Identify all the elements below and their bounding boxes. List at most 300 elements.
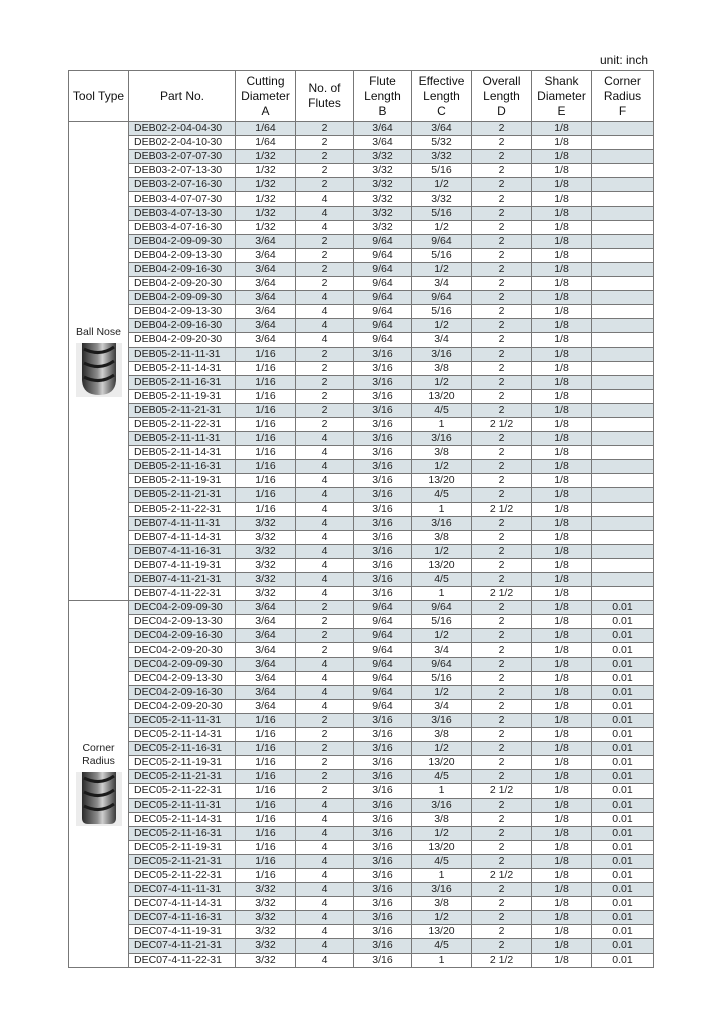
- effective-length-cell: 3/32: [412, 192, 472, 206]
- flutes-cell: 2: [296, 122, 354, 136]
- shank-diameter-cell: 1/8: [532, 474, 592, 488]
- flute-length-cell: 3/16: [354, 417, 412, 431]
- flute-length-cell: 3/16: [354, 502, 412, 516]
- effective-length-cell: 1: [412, 502, 472, 516]
- table-row: [69, 502, 654, 516]
- effective-length-cell: 3/4: [412, 699, 472, 713]
- table-row: [69, 403, 654, 417]
- table-row: [69, 685, 654, 699]
- overall-length-cell: 2: [472, 262, 532, 276]
- corner-radius-cell: [592, 262, 654, 276]
- part-no-cell: DEB02-2-04-10-30: [129, 136, 236, 150]
- table-row: [69, 826, 654, 840]
- overall-length-cell: 2: [472, 798, 532, 812]
- table-row: [69, 291, 654, 305]
- overall-length-cell: 2: [472, 728, 532, 742]
- effective-length-cell: 5/16: [412, 615, 472, 629]
- corner-radius-cell: [592, 234, 654, 248]
- flutes-cell: 4: [296, 812, 354, 826]
- cutting-diameter-cell: 3/64: [236, 643, 296, 657]
- part-no-cell: DEB04-2-09-09-30: [129, 234, 236, 248]
- flutes-cell: 2: [296, 347, 354, 361]
- table-row: [69, 164, 654, 178]
- unit-label: unit: inch: [599, 53, 648, 67]
- corner-radius-cell: 0.01: [592, 854, 654, 868]
- effective-length-cell: 3/16: [412, 516, 472, 530]
- flutes-cell: 4: [296, 220, 354, 234]
- flute-length-cell: 9/64: [354, 305, 412, 319]
- corner-radius-cell: [592, 516, 654, 530]
- part-no-cell: DEC07-4-11-22-31: [129, 953, 236, 967]
- effective-length-cell: 1/2: [412, 220, 472, 234]
- overall-length-cell: 2: [472, 446, 532, 460]
- overall-length-cell: 2 1/2: [472, 784, 532, 798]
- shank-diameter-cell: 1/8: [532, 573, 592, 587]
- cutting-diameter-cell: 3/64: [236, 657, 296, 671]
- table-row: [69, 150, 654, 164]
- overall-length-cell: 2: [472, 474, 532, 488]
- flutes-cell: 4: [296, 530, 354, 544]
- table-row: [69, 925, 654, 939]
- table-row: [69, 699, 654, 713]
- header-row: [69, 71, 654, 122]
- table-row: [69, 643, 654, 657]
- cutting-diameter-cell: 1/16: [236, 432, 296, 446]
- overall-length-cell: 2: [472, 403, 532, 417]
- effective-length-cell: 3/16: [412, 347, 472, 361]
- cutting-diameter-cell: 1/16: [236, 826, 296, 840]
- shank-diameter-cell: 1/8: [532, 699, 592, 713]
- shank-diameter-cell: 1/8: [532, 234, 592, 248]
- cutting-diameter-cell: 3/32: [236, 516, 296, 530]
- flute-length-cell: 3/16: [354, 911, 412, 925]
- part-no-cell: DEB05-2-11-11-31: [129, 432, 236, 446]
- overall-length-cell: 2: [472, 699, 532, 713]
- table-row: [69, 178, 654, 192]
- shank-diameter-cell: 1/8: [532, 122, 592, 136]
- corner-radius-cell: [592, 558, 654, 572]
- effective-length-cell: 1/2: [412, 826, 472, 840]
- shank-diameter-cell: 1/8: [532, 925, 592, 939]
- corner-radius-cell: [592, 333, 654, 347]
- cutting-diameter-cell: 3/64: [236, 305, 296, 319]
- shank-diameter-cell: 1/8: [532, 812, 592, 826]
- part-no-cell: DEB05-2-11-21-31: [129, 403, 236, 417]
- cutting-diameter-cell: 3/64: [236, 319, 296, 333]
- shank-diameter-cell: 1/8: [532, 319, 592, 333]
- corner-radius-cell: 0.01: [592, 615, 654, 629]
- table-row: [69, 389, 654, 403]
- part-no-cell: DEC07-4-11-16-31: [129, 911, 236, 925]
- shank-diameter-cell: 1/8: [532, 262, 592, 276]
- corner-radius-cell: [592, 122, 654, 136]
- effective-length-cell: 3/16: [412, 883, 472, 897]
- flute-length-cell: 3/16: [354, 432, 412, 446]
- flute-length-cell: 9/64: [354, 234, 412, 248]
- cutting-diameter-cell: 1/16: [236, 840, 296, 854]
- part-no-cell: DEC05-2-11-22-31: [129, 868, 236, 882]
- overall-length-cell: 2: [472, 911, 532, 925]
- cutting-diameter-cell: 1/32: [236, 220, 296, 234]
- corner-radius-cell: 0.01: [592, 953, 654, 967]
- overall-length-cell: 2: [472, 122, 532, 136]
- corner-radius-cell: 0.01: [592, 826, 654, 840]
- part-no-cell: DEC05-2-11-16-31: [129, 826, 236, 840]
- flutes-cell: 4: [296, 925, 354, 939]
- flutes-cell: 4: [296, 305, 354, 319]
- corner-radius-cell: 0.01: [592, 685, 654, 699]
- flute-length-cell: 3/16: [354, 756, 412, 770]
- table-row: [69, 713, 654, 727]
- shank-diameter-cell: 1/8: [532, 671, 592, 685]
- cutting-diameter-cell: 3/32: [236, 953, 296, 967]
- overall-length-cell: 2: [472, 544, 532, 558]
- cutting-diameter-cell: 1/32: [236, 178, 296, 192]
- overall-length-cell: 2: [472, 615, 532, 629]
- flute-length-cell: 3/32: [354, 206, 412, 220]
- flute-length-cell: 3/16: [354, 530, 412, 544]
- shank-diameter-cell: 1/8: [532, 854, 592, 868]
- corner-radius-cell: 0.01: [592, 770, 654, 784]
- flutes-cell: 4: [296, 206, 354, 220]
- table-row: [69, 897, 654, 911]
- effective-length-cell: 3/4: [412, 643, 472, 657]
- effective-length-cell: 1/2: [412, 685, 472, 699]
- flutes-cell: 2: [296, 713, 354, 727]
- effective-length-cell: 3/16: [412, 798, 472, 812]
- cutting-diameter-cell: 3/64: [236, 601, 296, 615]
- shank-diameter-cell: 1/8: [532, 868, 592, 882]
- corner-radius-cell: [592, 530, 654, 544]
- shank-diameter-cell: 1/8: [532, 643, 592, 657]
- corner-radius-cell: 0.01: [592, 728, 654, 742]
- table-row: [69, 432, 654, 446]
- header-effective-length: Effective Length C: [412, 71, 472, 122]
- flute-length-cell: 3/16: [354, 558, 412, 572]
- flute-length-cell: 3/16: [354, 460, 412, 474]
- cutting-diameter-cell: 1/16: [236, 798, 296, 812]
- flutes-cell: 4: [296, 432, 354, 446]
- overall-length-cell: 2: [472, 333, 532, 347]
- shank-diameter-cell: 1/8: [532, 277, 592, 291]
- overall-length-cell: 2: [472, 192, 532, 206]
- part-no-cell: DEB07-4-11-14-31: [129, 530, 236, 544]
- shank-diameter-cell: 1/8: [532, 347, 592, 361]
- flute-length-cell: 3/16: [354, 939, 412, 953]
- overall-length-cell: 2: [472, 291, 532, 305]
- shank-diameter-cell: 1/8: [532, 784, 592, 798]
- overall-length-cell: 2: [472, 601, 532, 615]
- effective-length-cell: 1/2: [412, 262, 472, 276]
- table-row: [69, 728, 654, 742]
- flute-length-cell: 3/16: [354, 854, 412, 868]
- overall-length-cell: 2: [472, 685, 532, 699]
- part-no-cell: DEB05-2-11-19-31: [129, 389, 236, 403]
- overall-length-cell: 2: [472, 488, 532, 502]
- flute-length-cell: 9/64: [354, 601, 412, 615]
- overall-length-cell: 2: [472, 150, 532, 164]
- flute-length-cell: 3/16: [354, 587, 412, 601]
- overall-length-cell: 2: [472, 840, 532, 854]
- cutting-diameter-cell: 1/32: [236, 206, 296, 220]
- effective-length-cell: 5/16: [412, 305, 472, 319]
- flute-length-cell: 3/64: [354, 136, 412, 150]
- table-row: [69, 347, 654, 361]
- overall-length-cell: 2: [472, 573, 532, 587]
- flutes-cell: 4: [296, 502, 354, 516]
- part-no-cell: DEC07-4-11-21-31: [129, 939, 236, 953]
- corner-radius-cell: [592, 178, 654, 192]
- corner-radius-cell: 0.01: [592, 925, 654, 939]
- corner-radius-cell: [592, 305, 654, 319]
- shank-diameter-cell: 1/8: [532, 826, 592, 840]
- flutes-cell: 2: [296, 136, 354, 150]
- part-no-cell: DEC04-2-09-13-30: [129, 615, 236, 629]
- flutes-cell: 4: [296, 657, 354, 671]
- table-row: [69, 530, 654, 544]
- shank-diameter-cell: 1/8: [532, 883, 592, 897]
- flute-length-cell: 3/16: [354, 883, 412, 897]
- shank-diameter-cell: 1/8: [532, 657, 592, 671]
- effective-length-cell: 9/64: [412, 234, 472, 248]
- effective-length-cell: 1: [412, 587, 472, 601]
- overall-length-cell: 2: [472, 742, 532, 756]
- cutting-diameter-cell: 1/16: [236, 488, 296, 502]
- flute-length-cell: 3/16: [354, 798, 412, 812]
- corner-radius-cell: 0.01: [592, 756, 654, 770]
- effective-length-cell: 13/20: [412, 558, 472, 572]
- shank-diameter-cell: 1/8: [532, 488, 592, 502]
- flute-length-cell: 9/64: [354, 615, 412, 629]
- cutting-diameter-cell: 3/32: [236, 558, 296, 572]
- overall-length-cell: 2: [472, 897, 532, 911]
- overall-length-cell: 2: [472, 136, 532, 150]
- shank-diameter-cell: 1/8: [532, 361, 592, 375]
- part-no-cell: DEB03-2-07-13-30: [129, 164, 236, 178]
- shank-diameter-cell: 1/8: [532, 713, 592, 727]
- part-no-cell: DEC05-2-11-19-31: [129, 756, 236, 770]
- overall-length-cell: 2: [472, 347, 532, 361]
- effective-length-cell: 3/8: [412, 897, 472, 911]
- table-row: [69, 812, 654, 826]
- part-no-cell: DEC05-2-11-14-31: [129, 812, 236, 826]
- corner-radius-cell: 0.01: [592, 601, 654, 615]
- cutting-diameter-cell: 3/64: [236, 234, 296, 248]
- flutes-cell: 4: [296, 826, 354, 840]
- overall-length-cell: 2: [472, 558, 532, 572]
- flutes-cell: 4: [296, 573, 354, 587]
- table-row: [69, 573, 654, 587]
- corner-radius-cell: 0.01: [592, 939, 654, 953]
- flutes-cell: 2: [296, 234, 354, 248]
- table-row: [69, 671, 654, 685]
- corner-radius-cell: 0.01: [592, 643, 654, 657]
- corner-radius-cell: 0.01: [592, 883, 654, 897]
- cutting-diameter-cell: 1/32: [236, 164, 296, 178]
- overall-length-cell: 2: [472, 361, 532, 375]
- flutes-cell: 4: [296, 587, 354, 601]
- header-flute-length: Flute Length B: [354, 71, 412, 122]
- shank-diameter-cell: 1/8: [532, 558, 592, 572]
- overall-length-cell: 2: [472, 629, 532, 643]
- table-row: [69, 206, 654, 220]
- flute-length-cell: 3/16: [354, 713, 412, 727]
- table-row: [69, 883, 654, 897]
- cutting-diameter-cell: 1/16: [236, 812, 296, 826]
- flute-length-cell: 3/16: [354, 925, 412, 939]
- table-row: [69, 868, 654, 882]
- shank-diameter-cell: 1/8: [532, 544, 592, 558]
- part-no-cell: DEC05-2-11-14-31: [129, 728, 236, 742]
- corner-radius-cell: [592, 277, 654, 291]
- flutes-cell: 4: [296, 333, 354, 347]
- flute-length-cell: 3/16: [354, 389, 412, 403]
- corner-radius-cell: [592, 164, 654, 178]
- spec-table-body: [69, 122, 654, 968]
- table-row: [69, 122, 654, 136]
- overall-length-cell: 2: [472, 713, 532, 727]
- effective-length-cell: 3/8: [412, 446, 472, 460]
- overall-length-cell: 2: [472, 939, 532, 953]
- effective-length-cell: 5/16: [412, 248, 472, 262]
- header-flutes: No. of Flutes: [296, 71, 354, 122]
- effective-length-cell: 3/32: [412, 150, 472, 164]
- ball-nose-end-mill-image: [76, 343, 122, 397]
- cutting-diameter-cell: 1/16: [236, 868, 296, 882]
- overall-length-cell: 2: [472, 234, 532, 248]
- flute-length-cell: 9/64: [354, 291, 412, 305]
- flutes-cell: 2: [296, 389, 354, 403]
- flute-length-cell: 3/16: [354, 573, 412, 587]
- part-no-cell: DEB05-2-11-19-31: [129, 474, 236, 488]
- cutting-diameter-cell: 1/16: [236, 770, 296, 784]
- overall-length-cell: 2: [472, 277, 532, 291]
- shank-diameter-cell: 1/8: [532, 305, 592, 319]
- overall-length-cell: 2: [472, 206, 532, 220]
- shank-diameter-cell: 1/8: [532, 178, 592, 192]
- effective-length-cell: 5/32: [412, 136, 472, 150]
- overall-length-cell: 2: [472, 178, 532, 192]
- part-no-cell: DEB05-2-11-14-31: [129, 361, 236, 375]
- tool-type-label: Radius: [82, 754, 115, 767]
- effective-length-cell: 1/2: [412, 629, 472, 643]
- corner-radius-cell: 0.01: [592, 629, 654, 643]
- cutting-diameter-cell: 1/16: [236, 854, 296, 868]
- flute-length-cell: 3/64: [354, 122, 412, 136]
- table-row: [69, 220, 654, 234]
- shank-diameter-cell: 1/8: [532, 756, 592, 770]
- table-row: [69, 192, 654, 206]
- cutting-diameter-cell: 3/64: [236, 671, 296, 685]
- table-row: [69, 305, 654, 319]
- corner-radius-cell: [592, 417, 654, 431]
- shank-diameter-cell: 1/8: [532, 192, 592, 206]
- corner-radius-cell: [592, 432, 654, 446]
- corner-radius-cell: [592, 361, 654, 375]
- flutes-cell: 4: [296, 685, 354, 699]
- overall-length-cell: 2: [472, 432, 532, 446]
- table-row: [69, 742, 654, 756]
- table-row: [69, 558, 654, 572]
- shank-diameter-cell: 1/8: [532, 840, 592, 854]
- table-row: [69, 234, 654, 248]
- effective-length-cell: 3/4: [412, 277, 472, 291]
- part-no-cell: DEB04-2-09-13-30: [129, 248, 236, 262]
- effective-length-cell: 1: [412, 784, 472, 798]
- overall-length-cell: 2: [472, 812, 532, 826]
- cutting-diameter-cell: 3/64: [236, 685, 296, 699]
- flute-length-cell: 3/16: [354, 403, 412, 417]
- corner-radius-cell: [592, 206, 654, 220]
- flutes-cell: 2: [296, 601, 354, 615]
- overall-length-cell: 2: [472, 389, 532, 403]
- part-no-cell: DEB05-2-11-21-31: [129, 488, 236, 502]
- flutes-cell: 4: [296, 699, 354, 713]
- table-row: [69, 798, 654, 812]
- flutes-cell: 2: [296, 150, 354, 164]
- table-row: [69, 333, 654, 347]
- shank-diameter-cell: 1/8: [532, 798, 592, 812]
- shank-diameter-cell: 1/8: [532, 530, 592, 544]
- shank-diameter-cell: 1/8: [532, 728, 592, 742]
- flutes-cell: 4: [296, 544, 354, 558]
- flute-length-cell: 3/16: [354, 375, 412, 389]
- overall-length-cell: 2 1/2: [472, 502, 532, 516]
- part-no-cell: DEC07-4-11-11-31: [129, 883, 236, 897]
- corner-radius-cell: [592, 573, 654, 587]
- part-no-cell: DEC05-2-11-19-31: [129, 840, 236, 854]
- table-row: [69, 615, 654, 629]
- shank-diameter-cell: 1/8: [532, 502, 592, 516]
- effective-length-cell: 3/64: [412, 122, 472, 136]
- flute-length-cell: 3/16: [354, 868, 412, 882]
- flutes-cell: 4: [296, 911, 354, 925]
- flutes-cell: 2: [296, 262, 354, 276]
- corner-radius-cell: [592, 150, 654, 164]
- flute-length-cell: 3/16: [354, 840, 412, 854]
- flute-length-cell: 3/16: [354, 474, 412, 488]
- shank-diameter-cell: 1/8: [532, 587, 592, 601]
- part-no-cell: DEB05-2-11-22-31: [129, 417, 236, 431]
- flute-length-cell: 3/32: [354, 220, 412, 234]
- effective-length-cell: 5/16: [412, 206, 472, 220]
- overall-length-cell: 2: [472, 671, 532, 685]
- flutes-cell: 4: [296, 446, 354, 460]
- flute-length-cell: 3/16: [354, 544, 412, 558]
- shank-diameter-cell: 1/8: [532, 460, 592, 474]
- cutting-diameter-cell: 1/16: [236, 417, 296, 431]
- flutes-cell: 4: [296, 883, 354, 897]
- effective-length-cell: 9/64: [412, 601, 472, 615]
- flutes-cell: 4: [296, 192, 354, 206]
- part-no-cell: DEC04-2-09-20-30: [129, 643, 236, 657]
- flute-length-cell: 9/64: [354, 333, 412, 347]
- flute-length-cell: 3/32: [354, 178, 412, 192]
- header-corner-radius: Corner Radius F: [592, 71, 654, 122]
- part-no-cell: DEB07-4-11-22-31: [129, 587, 236, 601]
- flute-length-cell: 3/16: [354, 742, 412, 756]
- overall-length-cell: 2: [472, 925, 532, 939]
- table-row: [69, 629, 654, 643]
- effective-length-cell: 3/16: [412, 713, 472, 727]
- effective-length-cell: 4/5: [412, 488, 472, 502]
- corner-radius-cell: 0.01: [592, 812, 654, 826]
- effective-length-cell: 4/5: [412, 573, 472, 587]
- shank-diameter-cell: 1/8: [532, 150, 592, 164]
- effective-length-cell: 1/2: [412, 460, 472, 474]
- effective-length-cell: 13/20: [412, 474, 472, 488]
- part-no-cell: DEC05-2-11-11-31: [129, 713, 236, 727]
